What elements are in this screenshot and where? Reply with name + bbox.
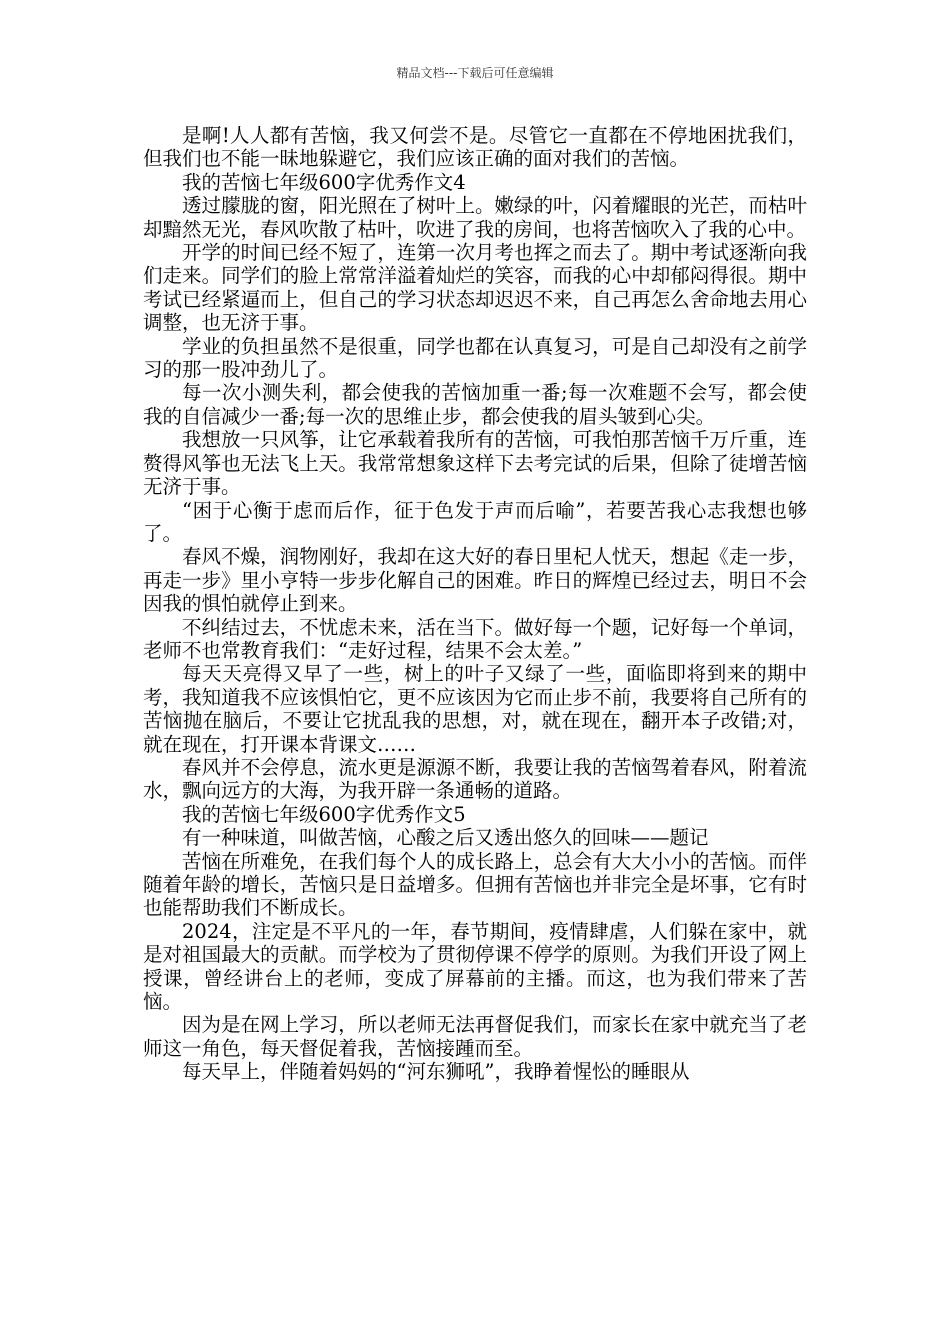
paragraph: “困于心衡于虑而后作，征于色发于声而后喻”，若要苦我心志我想也够了。 xyxy=(143,498,807,545)
paragraph: 每一次小测失利，都会使我的苦恼加重一番;每一次难题不会写，都会使我的自信减少一番;每一次的思维止步，都会使我的眉头皱到心尖。 xyxy=(143,381,807,428)
paragraph: 学业的负担虽然不是很重，同学也都在认真复习，可是自己却没有之前学习的那一股冲劲儿了。 xyxy=(143,334,807,382)
paragraph: 不纠结过去，不忧虑未来，活在当下。做好每一个题，记好每一个单词，老师不也常教育我们：“走好过程，结果不会太差。” xyxy=(143,615,807,662)
paragraph: 春风不燥，润物刚好，我却在这大好的春日里杞人忧天，想起《走一步，再走一步》里小亨特一步步化解自己的困难。昨日的辉煌已经过去，明日不会因我的惧怕就停止到来。 xyxy=(143,545,807,616)
paragraph: 透过朦胧的窗，阳光照在了树叶上。嫩绿的叶，闪着耀眼的光芒，而枯叶却黯然无光，春风吹散了枯叶，吹进了我的房间，也将苦恼吹入了我的心中。 xyxy=(143,194,807,241)
paragraph: 每天早上，伴随着妈妈的“河东狮吼”，我睁着惺忪的睡眼从 xyxy=(182,1060,690,1084)
section-heading: 我的苦恼七年级600字优秀作文5 xyxy=(182,802,466,826)
paragraph: 我想放一只风筝，让它承载着我所有的苦恼，可我怕那苦恼千万斤重，连赘得风筝也无法飞上天。我常常想象这样下去考完试的后果，但除了徒增苦恼无济于事。 xyxy=(143,428,807,499)
paragraph: 是啊!人人都有苦恼，我又何尝不是。尽管它一直都在不停地困扰我们，但我们也不能一昧地躲避它，我们应该正确的面对我们的苦恼。 xyxy=(143,124,807,171)
paragraph: 有一种味道，叫做苦恼，心酸之后又透出悠久的回味——题记 xyxy=(182,826,709,850)
paragraph: 开学的时间已经不短了，连第一次月考也挥之而去了。期中考试逐渐向我们走来。同学们的脸上常常洋溢着灿烂的笑容，而我的心中却郁闷得很。期中考试已经紧逼而上，但自己的学习状态却迟迟不来，自己再怎么舍命地去用心调整，也无济于事。 xyxy=(143,241,807,335)
paragraph: 苦恼在所难免，在我们每个人的成长路上，总会有大大小小的苦恼。而伴随着年龄的增长，苦恼只是日益增多。但拥有苦恼也并非完全是坏事，它有时也能帮助我们不断成长。 xyxy=(143,849,807,920)
paragraph: 春风并不会停息，流水更是源源不断，我要让我的苦恼驾着春风，附着流水，飘向远方的大海，为我开辟一条通畅的道路。 xyxy=(143,755,807,803)
document-body xyxy=(143,124,807,1084)
section-heading: 我的苦恼七年级600字优秀作文4 xyxy=(182,170,466,194)
paragraph: 2024，注定是不平凡的一年，春节期间，疫情肆虐，人们躲在家中，就是对祖国最大的贡献。而学校为了贯彻停课不停学的原则。为我们开设了网上授课，曾经讲台上的老师，变成了屏幕前的主播。而这，也为我们带来了苦恼。 xyxy=(143,919,807,1014)
paragraph: 因为是在网上学习，所以老师无法再督促我们，而家长在家中就充当了老师这一角色，每天督促着我，苦恼接踵而至。 xyxy=(143,1013,807,1060)
page-header: 精品文档---下载后可任意编辑 xyxy=(396,66,554,80)
paragraph: 每天天亮得又早了一些，树上的叶子又绿了一些，面临即将到来的期中考，我知道我不应该惧怕它，更不应该因为它而止步不前，我要将自己所有的苦恼抛在脑后，不要让它扰乱我的思想，对，就在现在，翻开本子改错;对，就在现在，打开课本背课文…… xyxy=(143,662,807,756)
